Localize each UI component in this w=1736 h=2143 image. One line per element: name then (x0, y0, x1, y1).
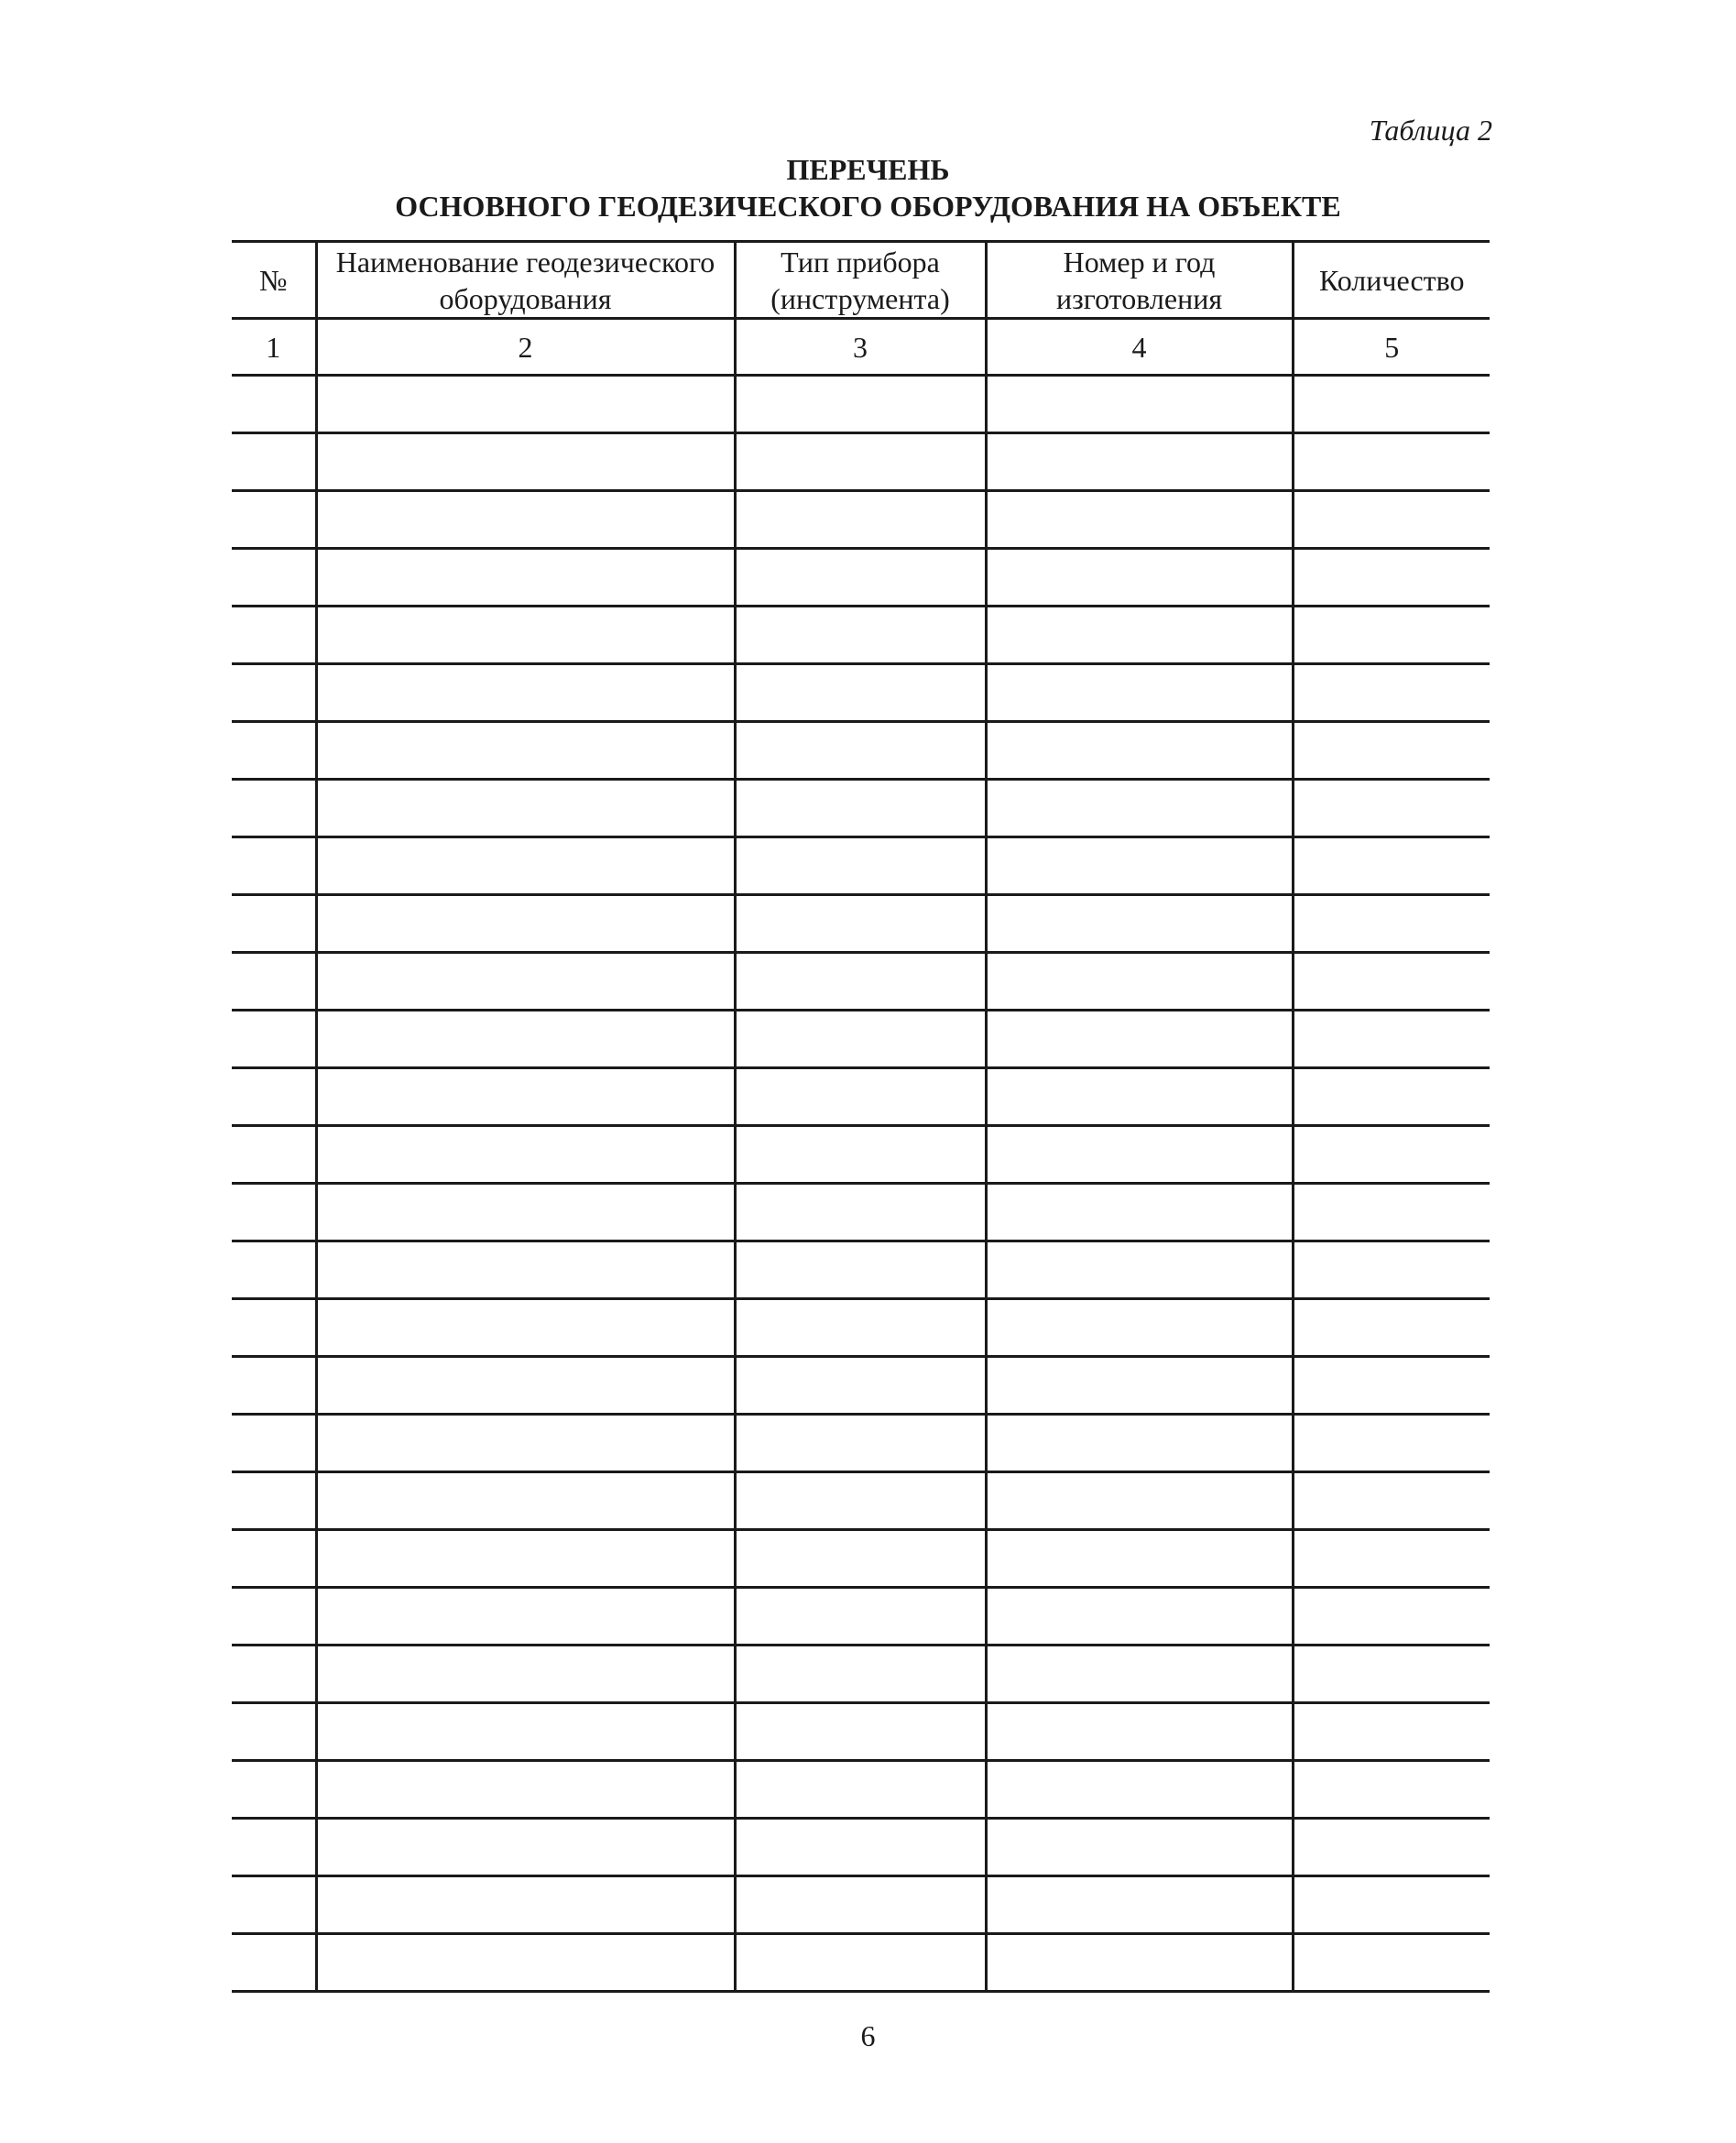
header-device-type: Тип прибора (инструмента) (735, 242, 986, 319)
header-number: № (232, 242, 316, 319)
table-row (232, 1646, 1490, 1703)
table-cell (735, 1241, 986, 1299)
table-cell (232, 1011, 316, 1068)
header-quantity: Количество (1293, 242, 1490, 319)
table-row (232, 1011, 1490, 1068)
table-row (232, 1819, 1490, 1876)
table-cell (986, 1357, 1293, 1415)
table-cell (316, 1472, 735, 1530)
table-row (232, 1357, 1490, 1415)
table-cell (232, 1819, 316, 1876)
table-cell (316, 1530, 735, 1588)
table-cell (316, 1357, 735, 1415)
table-cell (316, 1703, 735, 1761)
table-cell (316, 1241, 735, 1299)
table-cell (735, 1472, 986, 1530)
table-cell (1293, 1184, 1490, 1241)
table-cell (735, 607, 986, 664)
table-cell (1293, 1819, 1490, 1876)
table-row (232, 1761, 1490, 1819)
table-cell (232, 607, 316, 664)
document-subtitle: ОСНОВНОГО ГЕОДЕЗИЧЕСКОГО ОБОРУДОВАНИЯ НА ОБЪЕКТЕ (395, 190, 1341, 223)
table-cell (1293, 1241, 1490, 1299)
table-cell (232, 1068, 316, 1126)
table-cell (232, 1646, 316, 1703)
table-cell (316, 780, 735, 837)
table-cell (986, 953, 1293, 1011)
column-number: 3 (735, 319, 986, 376)
table-cell (1293, 1703, 1490, 1761)
table-cell (986, 1530, 1293, 1588)
table-cell (986, 549, 1293, 607)
table-row (232, 780, 1490, 837)
table-row (232, 1299, 1490, 1357)
table-cell (1293, 1876, 1490, 1934)
table-cell (986, 1646, 1293, 1703)
table-cell (986, 1876, 1293, 1934)
table-cell (316, 1184, 735, 1241)
column-number: 2 (316, 319, 735, 376)
table-cell (986, 607, 1293, 664)
table-cell (1293, 1357, 1490, 1415)
equipment-table (232, 240, 1490, 1993)
table-cell (316, 1011, 735, 1068)
column-number-row (232, 319, 1490, 376)
table-cell (1293, 1068, 1490, 1126)
table-cell (986, 376, 1293, 433)
table-cell (735, 1819, 986, 1876)
table-cell (735, 1761, 986, 1819)
table-cell (232, 1530, 316, 1588)
table-row (232, 1472, 1490, 1530)
table-cell (232, 780, 316, 837)
table-cell (986, 1472, 1293, 1530)
table-cell (232, 1415, 316, 1472)
table-cell (1293, 433, 1490, 491)
table-cell (316, 722, 735, 780)
header-equipment-name: Наименование геодезического оборудования (316, 242, 735, 319)
table-cell (232, 1357, 316, 1415)
table-cell (735, 1184, 986, 1241)
table-cell (986, 491, 1293, 549)
table-cell (986, 837, 1293, 895)
table-cell (1293, 1299, 1490, 1357)
table-cell (232, 376, 316, 433)
table-cell (735, 722, 986, 780)
table-cell (986, 1299, 1293, 1357)
table-cell (735, 1357, 986, 1415)
table-cell (232, 1934, 316, 1992)
header-serial-year: Номер и год изготовления (986, 242, 1293, 319)
table-cell (735, 1876, 986, 1934)
table-cell (316, 1588, 735, 1646)
table-row (232, 837, 1490, 895)
table-cell (1293, 1415, 1490, 1472)
table-cell (986, 1819, 1293, 1876)
table-cell (1293, 376, 1490, 433)
table-cell (1293, 1126, 1490, 1184)
table-cell (986, 1011, 1293, 1068)
column-number: 4 (986, 319, 1293, 376)
table-cell (1293, 607, 1490, 664)
table-cell (735, 895, 986, 953)
table-row (232, 433, 1490, 491)
table-row (232, 664, 1490, 722)
table-row (232, 1241, 1490, 1299)
table-cell (986, 1761, 1293, 1819)
table-row (232, 1588, 1490, 1646)
table-cell (735, 491, 986, 549)
table-cell (232, 433, 316, 491)
table-cell (735, 1011, 986, 1068)
table-row (232, 953, 1490, 1011)
table-cell (986, 1703, 1293, 1761)
table-row (232, 549, 1490, 607)
table-cell (316, 491, 735, 549)
table-cell (316, 433, 735, 491)
table-row (232, 1415, 1490, 1472)
table-cell (1293, 1646, 1490, 1703)
table-cell (232, 1241, 316, 1299)
table-cell (232, 491, 316, 549)
table-cell (735, 1126, 986, 1184)
column-number: 1 (232, 319, 316, 376)
table-cell (232, 953, 316, 1011)
table-cell (735, 1299, 986, 1357)
table-row (232, 1126, 1490, 1184)
table-cell (986, 1588, 1293, 1646)
table-cell (1293, 722, 1490, 780)
table-cell (1293, 491, 1490, 549)
table-cell (735, 376, 986, 433)
table-cell (232, 1126, 316, 1184)
table-row (232, 1530, 1490, 1588)
table-cell (735, 780, 986, 837)
table-row (232, 895, 1490, 953)
table-cell (316, 1299, 735, 1357)
table-row (232, 1068, 1490, 1126)
table-cell (735, 664, 986, 722)
table-cell (232, 895, 316, 953)
table-cell (1293, 953, 1490, 1011)
table-cell (735, 1646, 986, 1703)
table-cell (1293, 1588, 1490, 1646)
table-cell (316, 1934, 735, 1992)
page-number: 6 (860, 2019, 876, 2052)
table-cell (316, 1415, 735, 1472)
table-cell (986, 1068, 1293, 1126)
table-cell (232, 664, 316, 722)
table-cell (1293, 1472, 1490, 1530)
table-row (232, 722, 1490, 780)
table-cell (232, 1761, 316, 1819)
table-cell (316, 837, 735, 895)
table-cell (986, 1934, 1293, 1992)
table-cell (735, 837, 986, 895)
column-number: 5 (1293, 319, 1490, 376)
table-cell (232, 1299, 316, 1357)
table-cell (986, 1415, 1293, 1472)
table-cell (1293, 895, 1490, 953)
table-cell (316, 1126, 735, 1184)
table-cell (735, 549, 986, 607)
table-cell (316, 549, 735, 607)
table-cell (316, 1068, 735, 1126)
table-row (232, 1703, 1490, 1761)
table-row (232, 491, 1490, 549)
table-cell (735, 1415, 986, 1472)
table-cell (232, 722, 316, 780)
table-cell (232, 549, 316, 607)
table-cell (316, 376, 735, 433)
table-cell (316, 1819, 735, 1876)
table-cell (735, 1530, 986, 1588)
table-body (232, 376, 1490, 1992)
table-cell (232, 1876, 316, 1934)
table-row (232, 1934, 1490, 1992)
table-cell (232, 1588, 316, 1646)
table-cell (735, 1068, 986, 1126)
table-cell (1293, 837, 1490, 895)
table-cell (986, 433, 1293, 491)
table-row (232, 607, 1490, 664)
table-cell (316, 953, 735, 1011)
table-cell (316, 895, 735, 953)
table-cell (316, 1646, 735, 1703)
table-header-row (232, 242, 1490, 319)
table-cell (232, 1184, 316, 1241)
table-cell (316, 1876, 735, 1934)
table-cell (232, 837, 316, 895)
table-cell (986, 722, 1293, 780)
table-cell (1293, 664, 1490, 722)
table-cell (986, 895, 1293, 953)
table-cell (735, 433, 986, 491)
table-cell (986, 1241, 1293, 1299)
table-cell (735, 1934, 986, 1992)
table-cell (1293, 1934, 1490, 1992)
table-cell (1293, 780, 1490, 837)
table-cell (986, 1126, 1293, 1184)
table-cell (1293, 549, 1490, 607)
table-row (232, 1184, 1490, 1241)
table-cell (316, 1761, 735, 1819)
table-row (232, 376, 1490, 433)
table-cell (232, 1472, 316, 1530)
table-label: Таблица 2 (1369, 114, 1492, 147)
table-cell (986, 780, 1293, 837)
table-cell (1293, 1530, 1490, 1588)
table-cell (232, 1703, 316, 1761)
table-cell (986, 1184, 1293, 1241)
table-cell (986, 664, 1293, 722)
table-cell (316, 664, 735, 722)
table-cell (1293, 1761, 1490, 1819)
table-cell (735, 1703, 986, 1761)
table-cell (1293, 1011, 1490, 1068)
table-cell (316, 607, 735, 664)
table-row (232, 1876, 1490, 1934)
document-title: ПЕРЕЧЕНЬ (786, 153, 950, 186)
table-cell (735, 953, 986, 1011)
table-cell (735, 1588, 986, 1646)
